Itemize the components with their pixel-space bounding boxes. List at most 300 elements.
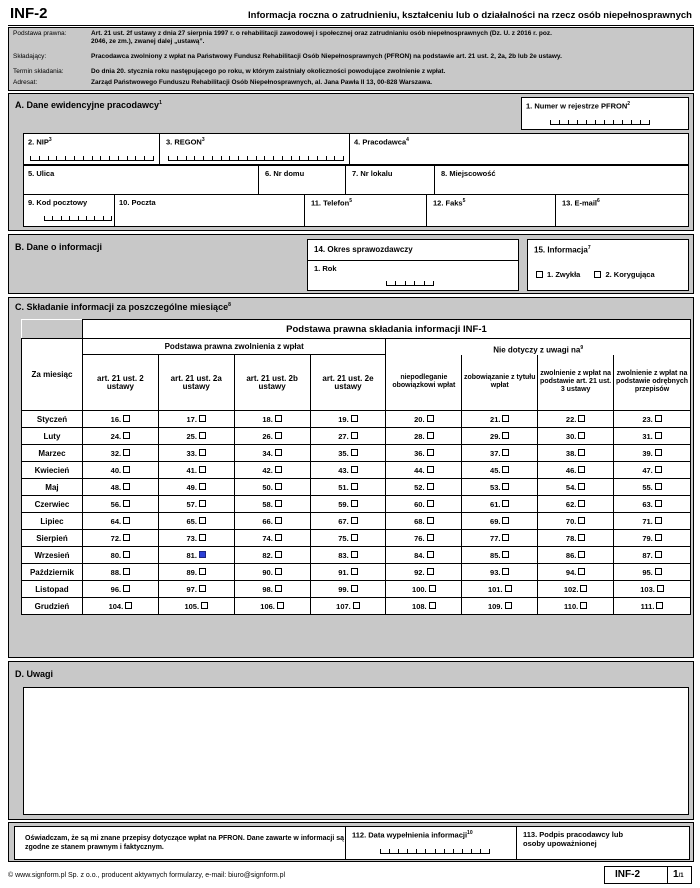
month-checkbox[interactable] xyxy=(123,483,130,490)
field-number: 36. xyxy=(414,448,425,458)
info-block xyxy=(8,27,694,91)
month-cell[interactable] xyxy=(538,496,614,513)
month-checkbox[interactable] xyxy=(199,500,206,507)
field-number: 70. xyxy=(565,516,577,526)
month-checkbox[interactable] xyxy=(578,534,585,541)
month-cell[interactable] xyxy=(234,496,310,513)
month-cell[interactable] xyxy=(538,547,614,564)
month-checkbox[interactable] xyxy=(502,466,509,473)
month-checkbox[interactable] xyxy=(199,449,206,456)
month-checkbox[interactable] xyxy=(351,551,358,558)
month-cell[interactable] xyxy=(386,581,462,598)
month-cell[interactable] xyxy=(386,462,462,479)
month-checkbox[interactable] xyxy=(578,483,585,490)
month-cell[interactable] xyxy=(614,513,691,530)
month-checkbox[interactable] xyxy=(199,432,206,439)
street-field[interactable]: 5. Ulica xyxy=(23,165,259,195)
field-number: 58. xyxy=(262,499,273,509)
field-number: 51. xyxy=(338,482,349,492)
month-cell[interactable] xyxy=(538,598,614,615)
month-checkbox[interactable] xyxy=(655,449,662,456)
month-cell[interactable] xyxy=(462,428,538,445)
month-cell[interactable] xyxy=(234,598,310,615)
month-cell[interactable] xyxy=(462,496,538,513)
month-cell[interactable] xyxy=(158,581,234,598)
month-cell[interactable] xyxy=(462,530,538,547)
month-checkbox[interactable] xyxy=(502,449,509,456)
month-checkbox[interactable] xyxy=(275,568,282,575)
month-label: Październik xyxy=(22,564,83,581)
month-checkbox[interactable] xyxy=(502,517,509,524)
city-field[interactable]: 8. Miejscowość xyxy=(434,165,689,195)
field-number: 53. xyxy=(490,482,501,492)
email-field[interactable]: 13. E-mail$^6$ xyxy=(555,194,689,227)
month-cell[interactable] xyxy=(82,598,158,615)
field-number: 64. xyxy=(110,516,122,526)
field-number: 28. xyxy=(414,431,425,441)
house-number-field[interactable]: 6. Nr domu xyxy=(258,165,346,195)
field-number: 77. xyxy=(490,533,501,543)
field-number: 73. xyxy=(186,533,197,543)
month-checkbox[interactable] xyxy=(427,500,434,507)
month-label: Marzec xyxy=(22,445,83,462)
month-checkbox[interactable] xyxy=(505,602,512,609)
month-checkbox[interactable] xyxy=(123,568,130,575)
month-cell[interactable] xyxy=(158,530,234,547)
table-row xyxy=(22,564,691,581)
month-checkbox[interactable] xyxy=(123,551,130,558)
form-title: Informacja roczna o zatrudnieniu, kształceniu lub o działalności na rzecz osób niepełnosprawnych xyxy=(248,10,692,21)
submitter-label: Składający: xyxy=(13,53,47,60)
month-cell[interactable] xyxy=(538,564,614,581)
field-number: 110. xyxy=(564,601,579,611)
field-number: 97. xyxy=(186,584,197,594)
month-cell[interactable] xyxy=(614,479,691,496)
month-cell[interactable] xyxy=(462,445,538,462)
month-cell[interactable] xyxy=(386,496,462,513)
year-field[interactable]: 1. Rok xyxy=(307,260,519,291)
month-checkbox[interactable] xyxy=(655,500,662,507)
month-cell[interactable] xyxy=(614,598,691,615)
month-checkbox[interactable] xyxy=(123,449,130,456)
month-checkbox[interactable] xyxy=(655,466,662,473)
month-checkbox[interactable] xyxy=(199,534,206,541)
month-checkbox[interactable] xyxy=(199,466,206,473)
month-cell[interactable] xyxy=(158,445,234,462)
regon-field[interactable]: 3. REGON$^3$ xyxy=(159,133,350,165)
month-checkbox[interactable] xyxy=(351,585,358,592)
field-number: 71. xyxy=(642,516,653,526)
field-number: 52. xyxy=(414,482,425,492)
month-cell[interactable] xyxy=(614,564,691,581)
month-cell[interactable] xyxy=(386,564,462,581)
month-cell[interactable] xyxy=(462,513,538,530)
month-cell[interactable] xyxy=(234,462,310,479)
month-cell[interactable] xyxy=(462,479,538,496)
month-cell[interactable] xyxy=(538,462,614,479)
month-label: Kwiecień xyxy=(22,462,83,479)
month-checkbox[interactable] xyxy=(427,432,434,439)
month-checkbox[interactable] xyxy=(578,500,585,507)
month-checkbox[interactable] xyxy=(277,602,284,609)
month-cell[interactable] xyxy=(310,411,386,428)
month-cell[interactable] xyxy=(538,428,614,445)
month-checkbox[interactable] xyxy=(502,500,509,507)
column-header: art. 21 ust. 2b ustawy xyxy=(234,355,310,411)
section-a xyxy=(8,93,694,231)
field-number: 54. xyxy=(565,482,577,492)
month-checkbox[interactable] xyxy=(429,585,436,592)
month-checkbox[interactable] xyxy=(502,534,509,541)
field-number: 17. xyxy=(186,414,197,424)
month-cell[interactable] xyxy=(158,547,234,564)
month-cell[interactable] xyxy=(614,581,691,598)
month-cell[interactable] xyxy=(614,547,691,564)
regular-checkbox[interactable] xyxy=(536,271,543,278)
month-cell[interactable] xyxy=(82,411,158,428)
month-cell[interactable] xyxy=(82,530,158,547)
month-checkbox[interactable] xyxy=(123,534,130,541)
month-cell[interactable] xyxy=(386,411,462,428)
month-checkbox[interactable] xyxy=(199,483,206,490)
table-row xyxy=(22,479,691,496)
month-cell[interactable] xyxy=(234,530,310,547)
month-checkbox[interactable] xyxy=(201,602,208,609)
month-checkbox[interactable] xyxy=(655,551,662,558)
month-cell[interactable] xyxy=(310,547,386,564)
month-cell[interactable] xyxy=(234,513,310,530)
field-number: 30. xyxy=(565,431,577,441)
field-number: 84. xyxy=(414,550,425,560)
field-number: 103. xyxy=(640,584,655,594)
field-number: 20. xyxy=(414,414,425,424)
month-checkbox[interactable] xyxy=(351,517,358,524)
field-number: 81. xyxy=(186,550,197,560)
month-cell[interactable] xyxy=(310,479,386,496)
month-checkbox[interactable] xyxy=(578,551,585,558)
month-checkbox[interactable] xyxy=(275,483,282,490)
month-cell[interactable] xyxy=(386,445,462,462)
month-label: Czerwiec xyxy=(22,496,83,513)
month-checkbox[interactable] xyxy=(199,415,206,422)
month-cell[interactable] xyxy=(234,411,310,428)
month-cell[interactable] xyxy=(234,445,310,462)
month-checkbox[interactable] xyxy=(502,415,509,422)
month-cell[interactable] xyxy=(158,411,234,428)
nip-ticks xyxy=(30,156,154,161)
month-checkbox[interactable] xyxy=(123,517,130,524)
month-checkbox[interactable] xyxy=(429,602,436,609)
month-checkbox[interactable] xyxy=(275,517,282,524)
month-cell[interactable] xyxy=(158,496,234,513)
month-checkbox[interactable] xyxy=(655,517,662,524)
field-number: 96. xyxy=(110,584,122,594)
month-checkbox[interactable] xyxy=(502,568,509,575)
month-checkbox[interactable] xyxy=(427,517,434,524)
fill-date-ticks xyxy=(380,849,490,854)
month-cell[interactable] xyxy=(82,564,158,581)
field-number: 47. xyxy=(642,465,653,475)
month-checkbox[interactable] xyxy=(427,568,434,575)
month-cell[interactable] xyxy=(234,479,310,496)
month-checkbox[interactable] xyxy=(351,415,358,422)
month-cell[interactable] xyxy=(538,530,614,547)
apartment-number-field[interactable]: 7. Nr lokalu xyxy=(345,165,435,195)
copyright: © www.signform.pl Sp. z o.o., producent aktywnych formularzy, e-mail: biuro@signform.pl xyxy=(8,872,286,879)
signature-label: 113. Podpis pracodawcy lub osoby upoważnionej xyxy=(523,830,624,848)
field-number: 78. xyxy=(565,533,577,543)
deadline-label: Termin składania: xyxy=(13,68,64,75)
month-cell[interactable] xyxy=(234,564,310,581)
month-checkbox[interactable] xyxy=(123,415,130,422)
month-checkbox[interactable] xyxy=(275,466,282,473)
month-checkbox[interactable] xyxy=(351,432,358,439)
month-cell[interactable] xyxy=(158,479,234,496)
correction-label: 2. Korygująca xyxy=(605,270,655,279)
field-number: 26. xyxy=(262,431,273,441)
month-checkbox[interactable] xyxy=(578,568,585,575)
month-checkbox[interactable] xyxy=(578,466,585,473)
month-checkbox[interactable] xyxy=(275,585,282,592)
field-number: 109. xyxy=(487,601,503,611)
month-cell[interactable] xyxy=(462,547,538,564)
field-number: 25. xyxy=(186,431,197,441)
month-cell[interactable] xyxy=(614,530,691,547)
month-checkbox[interactable] xyxy=(427,449,434,456)
field-number: 76. xyxy=(414,533,425,543)
employer-field[interactable]: 4. Pracodawca$^4$ xyxy=(349,133,689,165)
declaration-box xyxy=(14,826,346,860)
month-cell[interactable] xyxy=(310,445,386,462)
field-number: 32. xyxy=(110,448,122,458)
field-number: 95. xyxy=(642,567,653,577)
month-checkbox[interactable] xyxy=(199,551,206,558)
month-cell[interactable] xyxy=(158,513,234,530)
field-number: 68. xyxy=(414,516,425,526)
field-number: 79. xyxy=(642,533,653,543)
month-checkbox[interactable] xyxy=(578,415,585,422)
basis-text: Art. 21 ust. 2f ustawy z dnia 27 sierpnia 1997 r. o rehabilitacji zawodowej i społecznej oraz zatrudnianiu osób niepełnosprawnych (Dz. U. z 2016 r. poz. 2046, ze zm.), zwanej dalej „ustawą”. xyxy=(91,30,552,45)
field-number: 90. xyxy=(262,567,273,577)
field-number: 91. xyxy=(338,567,349,577)
addressee-text: Zarząd Państwowego Funduszu Rehabilitacji Osób Niepełnosprawnych, al. Jana Pawła II 13, 00-828 Warszawa. xyxy=(91,79,433,86)
month-checkbox[interactable] xyxy=(275,500,282,507)
month-checkbox[interactable] xyxy=(275,449,282,456)
table-row xyxy=(22,411,691,428)
field-number: 59. xyxy=(338,499,349,509)
table-title: Podstawa prawna składania informacji INF-1 xyxy=(82,320,690,339)
month-checkbox[interactable] xyxy=(655,415,662,422)
field-number: 63. xyxy=(642,499,653,509)
signature-field[interactable] xyxy=(516,826,690,860)
month-cell[interactable] xyxy=(82,445,158,462)
month-cell[interactable] xyxy=(538,479,614,496)
month-checkbox[interactable] xyxy=(657,585,664,592)
month-checkbox[interactable] xyxy=(427,534,434,541)
field-number: 57. xyxy=(186,499,197,509)
table-row xyxy=(22,598,691,615)
fill-date-field[interactable]: 112. Data wypełnienia informacji$^{10}$ xyxy=(345,826,517,860)
field-number: 62. xyxy=(565,499,577,509)
month-cell[interactable] xyxy=(386,479,462,496)
deadline-text: Do dnia 20. stycznia roku następującego po roku, w którym zaistniały okoliczności powodujące zwolnienie z wpłat. xyxy=(91,68,446,75)
section-c-title: C. Składanie informacji za poszczególne miesiące$^8$ xyxy=(15,302,231,312)
month-cell[interactable] xyxy=(310,564,386,581)
field-number: 102. xyxy=(563,584,579,594)
month-checkbox[interactable] xyxy=(578,432,585,439)
month-checkbox[interactable] xyxy=(123,432,130,439)
month-cell[interactable] xyxy=(234,581,310,598)
month-checkbox[interactable] xyxy=(655,483,662,490)
month-checkbox[interactable] xyxy=(199,568,206,575)
month-cell[interactable] xyxy=(158,462,234,479)
month-checkbox[interactable] xyxy=(655,568,662,575)
month-checkbox[interactable] xyxy=(427,415,434,422)
month-cell[interactable] xyxy=(386,513,462,530)
month-checkbox[interactable] xyxy=(275,551,282,558)
month-cell[interactable] xyxy=(538,581,614,598)
month-cell[interactable] xyxy=(386,428,462,445)
field-number: 99. xyxy=(338,584,349,594)
month-checkbox[interactable] xyxy=(502,483,509,490)
month-checkbox[interactable] xyxy=(427,551,434,558)
month-cell[interactable] xyxy=(82,513,158,530)
month-checkbox[interactable] xyxy=(578,517,585,524)
month-cell[interactable] xyxy=(234,428,310,445)
column-header: zobowiązanie z tytułu wpłat xyxy=(462,355,538,411)
month-checkbox[interactable] xyxy=(275,415,282,422)
month-checkbox[interactable] xyxy=(353,602,360,609)
month-checkbox[interactable] xyxy=(123,466,130,473)
month-cell[interactable] xyxy=(310,530,386,547)
month-label: Lipiec xyxy=(22,513,83,530)
field-number: 104. xyxy=(108,601,124,611)
month-checkbox[interactable] xyxy=(580,585,587,592)
section-b xyxy=(8,234,694,294)
month-cell[interactable] xyxy=(310,496,386,513)
month-cell[interactable] xyxy=(158,428,234,445)
month-checkbox[interactable] xyxy=(427,483,434,490)
month-label: Sierpień xyxy=(22,530,83,547)
month-checkbox[interactable] xyxy=(351,500,358,507)
month-checkbox[interactable] xyxy=(578,449,585,456)
month-checkbox[interactable] xyxy=(502,432,509,439)
month-cell[interactable] xyxy=(462,411,538,428)
month-checkbox[interactable] xyxy=(427,466,434,473)
month-cell[interactable] xyxy=(82,462,158,479)
month-checkbox[interactable] xyxy=(123,585,130,592)
month-checkbox[interactable] xyxy=(125,602,132,609)
phone-field[interactable]: 11. Telefon$^5$ xyxy=(304,194,427,227)
month-cell[interactable] xyxy=(538,513,614,530)
postal-code-field[interactable]: 9. Kod pocztowy xyxy=(23,194,115,227)
month-checkbox[interactable] xyxy=(502,551,509,558)
field-number: 46. xyxy=(565,465,577,475)
month-cell[interactable] xyxy=(614,445,691,462)
month-cell[interactable] xyxy=(614,496,691,513)
month-cell[interactable] xyxy=(310,513,386,530)
month-cell[interactable] xyxy=(462,598,538,615)
month-cell[interactable] xyxy=(158,564,234,581)
month-cell[interactable] xyxy=(82,479,158,496)
month-cell[interactable] xyxy=(386,547,462,564)
post-office-field[interactable]: 10. Poczta xyxy=(114,194,305,227)
regular-label: 1. Zwykła xyxy=(547,270,581,279)
month-checkbox[interactable] xyxy=(351,449,358,456)
month-cell[interactable] xyxy=(234,547,310,564)
month-cell[interactable] xyxy=(614,462,691,479)
month-label: Listopad xyxy=(22,581,83,598)
month-checkbox[interactable] xyxy=(505,585,512,592)
month-checkbox[interactable] xyxy=(351,568,358,575)
month-cell[interactable] xyxy=(82,581,158,598)
month-cell[interactable] xyxy=(82,428,158,445)
month-checkbox[interactable] xyxy=(123,500,130,507)
field-number: 72. xyxy=(110,533,122,543)
field-number: 24. xyxy=(110,431,122,441)
field-number: 111. xyxy=(640,601,655,611)
month-cell[interactable] xyxy=(82,547,158,564)
month-checkbox[interactable] xyxy=(275,534,282,541)
section-d xyxy=(8,661,694,820)
field-number: 94. xyxy=(565,567,577,577)
table-row xyxy=(22,581,691,598)
field-number: 23. xyxy=(642,414,653,424)
month-header: Za miesiąc xyxy=(22,339,83,411)
month-cell[interactable] xyxy=(310,581,386,598)
field-number: 42. xyxy=(262,465,273,475)
month-cell[interactable] xyxy=(462,581,538,598)
remarks-field[interactable] xyxy=(23,687,689,815)
month-cell[interactable] xyxy=(614,411,691,428)
month-checkbox[interactable] xyxy=(275,432,282,439)
month-checkbox[interactable] xyxy=(655,534,662,541)
month-checkbox[interactable] xyxy=(655,432,662,439)
field-number: 86. xyxy=(565,550,577,560)
month-checkbox[interactable] xyxy=(199,585,206,592)
month-label: Maj xyxy=(22,479,83,496)
month-cell[interactable] xyxy=(614,428,691,445)
month-checkbox[interactable] xyxy=(656,602,663,609)
month-checkbox[interactable] xyxy=(351,466,358,473)
month-cell[interactable] xyxy=(82,496,158,513)
month-checkbox[interactable] xyxy=(351,483,358,490)
month-cell[interactable] xyxy=(538,445,614,462)
month-cell[interactable] xyxy=(462,564,538,581)
month-cell[interactable] xyxy=(386,598,462,615)
fax-field[interactable]: 12. Faks$^5$ xyxy=(426,194,556,227)
month-checkbox[interactable] xyxy=(199,517,206,524)
month-cell[interactable] xyxy=(538,411,614,428)
field-number: 41. xyxy=(186,465,197,475)
month-cell[interactable] xyxy=(310,598,386,615)
month-cell[interactable] xyxy=(310,428,386,445)
section-a-title: A. Dane ewidencyjne pracodawcy$^1$ xyxy=(15,100,162,110)
pfron-number-field[interactable]: 1. Numer w rejestrze PFRON$^2$ xyxy=(521,97,689,130)
correction-checkbox[interactable] xyxy=(594,271,601,278)
field-number: 22. xyxy=(565,414,577,424)
month-cell[interactable] xyxy=(386,530,462,547)
month-checkbox[interactable] xyxy=(351,534,358,541)
field-number: 50. xyxy=(262,482,273,492)
field-number: 27. xyxy=(338,431,349,441)
month-cell[interactable] xyxy=(310,462,386,479)
nip-field[interactable]: 2. NIP$^3$ xyxy=(23,133,160,165)
month-cell[interactable] xyxy=(158,598,234,615)
month-cell[interactable] xyxy=(462,462,538,479)
group2-header: Nie dotyczy z uwagi $na^9$ xyxy=(386,339,691,355)
month-checkbox[interactable] xyxy=(580,602,587,609)
